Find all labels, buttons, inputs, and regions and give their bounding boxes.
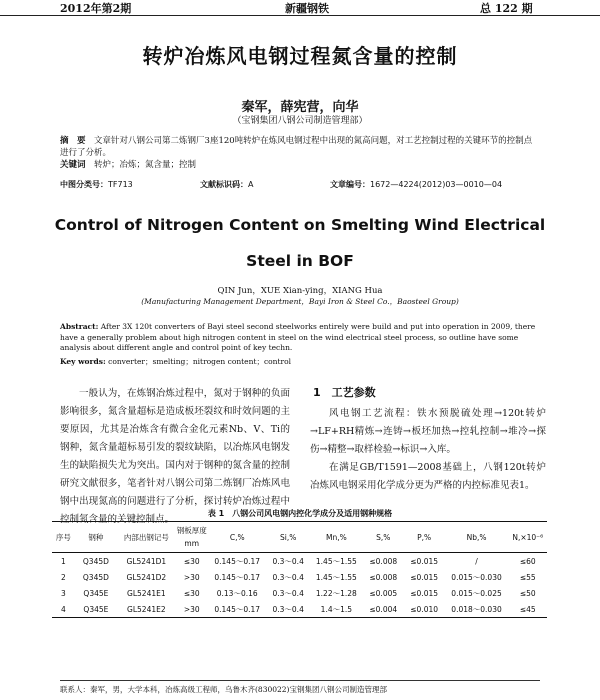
col-header: P,%	[404, 522, 445, 553]
affiliation-english: (Manufacturing Management Department，Bayi Iron & Steel Co.，Baosteel Group)	[141, 297, 459, 306]
table-row	[52, 585, 547, 601]
table-cell: ≤55	[519, 572, 536, 582]
table-cell: ≤60	[519, 556, 536, 566]
document-code: 文献标识码：A	[200, 180, 254, 189]
table-cell: >30	[183, 572, 200, 582]
table-cell: 0.145～0.17	[208, 601, 266, 618]
table-cell: ≤30	[183, 556, 200, 566]
keywords-english-text: converter；smelting；nitrogen content；control	[108, 357, 292, 366]
col-header: C,%	[208, 522, 266, 553]
abstract-chinese	[60, 135, 540, 171]
author-contact-footnote: 联系人：秦军，男，大学本科，冶炼高级工程师，乌鲁木齐(830022)宝钢集团八钢公司制造管理部	[60, 680, 540, 695]
table-row	[52, 569, 547, 585]
table-cell: 0.3～0.4	[266, 601, 309, 618]
table-cell: /	[475, 556, 478, 566]
article-number: 文章编号：1672—4224(2012)03—0010—04	[330, 180, 503, 189]
process-flow-paragraph: 风电钢工艺流程：铁水预脱硫处理→120t转炉→LF+RH精炼→连铸→板坯加热→控轧控制→堆冷→探伤→精整→取样检验→标识→入库。	[310, 408, 546, 455]
table-cell: ≤0.015	[410, 556, 439, 566]
standard-paragraph: 在满足GB/T1591—2008基础上，八钢120t转炉冶炼风电钢采用化学成分更为严格的内控标准见表1。	[310, 462, 546, 491]
table-cell: GL5241D1	[126, 556, 167, 566]
table-cell: ≤45	[508, 601, 547, 618]
table-cell: 1	[60, 556, 66, 566]
table-cell: GL5241E2	[117, 601, 175, 618]
authors-english: QIN Jun，XUE Xian-ying，XIANG Hua	[217, 286, 383, 296]
table-cell: 1.45～1.55	[315, 556, 357, 566]
keywords-english	[60, 356, 540, 367]
col-header: 钢板厚度mm	[175, 522, 208, 553]
col-header: Mn,%	[310, 522, 363, 553]
table-cell: 0.015～0.025	[451, 588, 502, 598]
col-header: 序号	[52, 522, 75, 553]
table-cell: >30	[175, 601, 208, 618]
authors-chinese: 秦军，薛宪营，向华	[241, 100, 359, 115]
table-cell: 1.45～1.55	[315, 572, 357, 582]
table-cell: Q345D	[82, 556, 109, 566]
abstract-label: 摘 要	[60, 136, 86, 146]
composition-table	[52, 521, 547, 618]
table-cell: Q345E	[75, 601, 118, 618]
table-cell: ≤0.015	[410, 572, 439, 582]
table-caption: 表 1 八钢公司风电钢内控化学成分及适用钢种规格	[207, 509, 393, 518]
col-header: 钢种	[75, 522, 118, 553]
table-cell: ≤50	[519, 588, 536, 598]
table-cell: Q345E	[83, 588, 109, 598]
table-cell: 0.3～0.4	[272, 572, 304, 582]
affiliation-chinese: （宝钢集团八钢公司制造管理部）	[232, 116, 368, 126]
table-cell: Q345D	[82, 572, 109, 582]
keywords-label: 关键词	[60, 160, 86, 170]
table-cell: 1.4～1.5	[310, 601, 363, 618]
table-cell: ≤0.008	[369, 556, 398, 566]
table-cell: 0.145～0.17	[214, 556, 261, 566]
clc-number: 中图分类号：TF713	[60, 180, 133, 189]
table-cell: ≤0.004	[363, 601, 404, 618]
title-english: Control of Nitrogen Content on Smelting Wind Electrical Steel in BOF	[54, 216, 546, 270]
table-cell: ≤0.008	[369, 572, 398, 582]
col-header: N,×10⁻⁶	[508, 522, 547, 553]
col-header: 内部出钢记号	[117, 522, 175, 553]
running-header	[0, 0, 600, 16]
table-cell: 3	[60, 588, 66, 598]
table-cell: 0.13～0.16	[216, 588, 258, 598]
table-header-row	[52, 522, 547, 553]
table-cell: 0.3～0.4	[272, 556, 304, 566]
abstract-english	[60, 322, 540, 354]
table-row	[52, 601, 547, 618]
table-cell: ≤30	[183, 588, 200, 598]
intro-paragraph: 一般认为，在炼钢冶炼过程中，氮对于钢种的负面影响很多，氮含量超标是造成板坯裂纹和时效问题的主要原因，尤其是冶炼含有微合金化元素Nb、V、Ti的钢种，氮含量超标易引发的裂纹缺陷，以冶炼风电钢发生的缺陷损失尤为突出。国内对于钢种的氮含量的控制研究文献很多，笔者针对八钢公司第二炼钢厂冶炼风电钢中出现氮高的问题进行了分析，探讨转炉冶炼过程中控制氮含量的关键控制点。	[60, 388, 290, 525]
table-cell: 0.3～0.4	[272, 588, 304, 598]
table-cell: 0.145～0.17	[214, 572, 261, 582]
abstract-english-label: Abstract:	[60, 322, 99, 331]
journal-name: 新疆钢铁	[285, 2, 329, 15]
table-cell: GL5241D2	[126, 572, 167, 582]
abstract-english-text: After 3X 120t converters of Bayi steel second steelworks entirely were build and put into operation in 2009, there have a generally problem about high nitrogen content in steel on the wind electrical steel process, so outline have some analysis about different angle and control point of key techn.	[60, 322, 536, 352]
table-cell: ≤0.015	[410, 588, 439, 598]
table-cell: GL5241E1	[127, 588, 166, 598]
table-cell: ≤0.005	[369, 588, 398, 598]
col-header: Nb,%	[445, 522, 509, 553]
col-header: Si,%	[266, 522, 309, 553]
table-cell: 1.22～1.28	[315, 588, 357, 598]
col-header: S,%	[363, 522, 404, 553]
table-cell: ≤0.010	[404, 601, 445, 618]
table-cell: 0.015～0.030	[451, 572, 502, 582]
page-number: 总 122 期	[480, 2, 533, 15]
title-chinese: 转炉冶炼风电钢过程氮含量的控制	[142, 44, 458, 68]
section-heading: 1 工艺参数	[313, 386, 376, 399]
table-cell: 4	[52, 601, 75, 618]
keywords-text: 转炉；冶炼；氮含量；控制	[94, 160, 197, 170]
issue-label: 2012年第2期	[60, 2, 132, 15]
table-cell: 0.018～0.030	[445, 601, 509, 618]
keywords-english-label: Key words:	[60, 357, 106, 366]
table-row	[52, 553, 547, 570]
table-cell: 2	[60, 572, 66, 582]
abstract-text: 文章针对八钢公司第二炼钢厂3座120吨转炉在炼风电钢过程中出现的氮高问题，对工艺控制过程的关键环节的控制点进行了分析。	[60, 136, 533, 158]
